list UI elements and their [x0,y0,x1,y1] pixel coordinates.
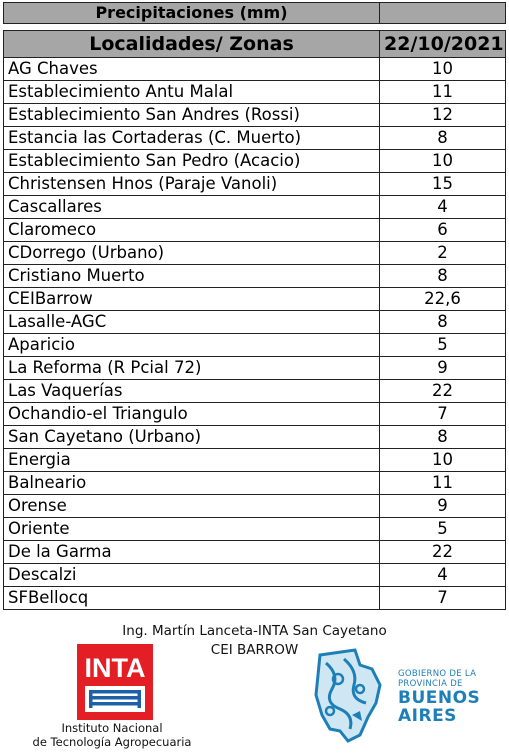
precipitation-cell: 10 [380,449,506,472]
precipitation-cell: 22 [380,380,506,403]
table-row [4,472,506,495]
table-row [4,357,506,380]
table-row [4,495,506,518]
inta-name-line2: de Tecnología Agropecuaria [32,735,192,749]
location-cell: Establecimiento Antu Malal [4,81,380,104]
location-cell: Cascallares [4,196,380,219]
table-row [4,380,506,403]
table-row [4,518,506,541]
table-row [4,541,506,564]
table-row [4,403,506,426]
table-row [4,242,506,265]
precipitation-cell: 8 [380,265,506,288]
location-cell: De la Garma [4,541,380,564]
location-cell: CDorrego (Urbano) [4,242,380,265]
location-cell: CEIBarrow [4,288,380,311]
header-date: 22/10/2021 [380,31,506,58]
precipitation-cell: 8 [380,127,506,150]
precipitation-cell: 8 [380,426,506,449]
buenos-aires-text [398,669,480,725]
inta-logo [77,644,153,720]
location-cell: Descalzi [4,564,380,587]
table-row [4,426,506,449]
table-row [4,564,506,587]
ba-line2: PROVINCIA DE [398,679,463,689]
table-row [4,449,506,472]
location-cell: Oriente [4,518,380,541]
precipitation-cell: 4 [380,564,506,587]
precipitation-cell: 11 [380,472,506,495]
credit-author: Ing. Martín Lanceta-INTA San Cayetano [122,623,387,639]
precipitation-cell: 10 [380,58,506,81]
table-row [4,127,506,150]
ba-line3: BUENOS [398,688,481,708]
location-cell: Orense [4,495,380,518]
location-cell: La Reforma (R Pcial 72) [4,357,380,380]
location-cell: Claromeco [4,219,380,242]
precipitation-table-container [3,2,505,610]
table-row [4,196,506,219]
table-title-row [4,3,506,24]
table-row [4,58,506,81]
table-row [4,311,506,334]
precipitation-cell: 7 [380,403,506,426]
location-cell: Aparicio [4,334,380,357]
buenos-aires-logo-block [310,645,505,745]
table-row [4,288,506,311]
table-row [4,104,506,127]
table-row [4,334,506,357]
ba-line4: AIRES [398,706,457,726]
table-row [4,150,506,173]
precipitation-cell: 7 [380,587,506,610]
table-header-row [4,31,506,58]
precipitation-cell: 22 [380,541,506,564]
precipitation-cell: 5 [380,334,506,357]
location-cell: Cristiano Muerto [4,265,380,288]
buenos-aires-province-icon [310,645,390,745]
table-row [4,587,506,610]
header-location: Localidades/ Zonas [4,31,380,58]
table-title: Precipitaciones (mm) [4,3,380,24]
precipitation-cell: 2 [380,242,506,265]
precipitation-cell: 15 [380,173,506,196]
location-cell: Las Vaquerías [4,380,380,403]
location-cell: San Cayetano (Urbano) [4,426,380,449]
precipitation-cell: 12 [380,104,506,127]
table-row [4,173,506,196]
table-row [4,219,506,242]
location-cell: AG Chaves [4,58,380,81]
location-cell: Ochandio-el Triangulo [4,403,380,426]
location-cell: Establecimiento San Pedro (Acacio) [4,150,380,173]
precipitation-cell: 4 [380,196,506,219]
precipitation-cell: 6 [380,219,506,242]
inta-name-line1: Instituto Nacional [61,721,163,735]
credit-cei: CEI BARROW [210,642,299,658]
precipitation-cell: 9 [380,495,506,518]
location-cell: Lasalle-AGC [4,311,380,334]
location-cell: Establecimiento San Andres (Rossi) [4,104,380,127]
location-cell: Balneario [4,472,380,495]
location-cell: Energia [4,449,380,472]
inta-logo-lettering: INTA [84,653,146,683]
precipitation-cell: 10 [380,150,506,173]
table-row [4,81,506,104]
precipitation-cell: 8 [380,311,506,334]
table-title-blank [380,3,506,24]
precipitation-cell: 5 [380,518,506,541]
precipitation-cell: 9 [380,357,506,380]
precipitation-cell: 11 [380,81,506,104]
location-cell: Estancia las Cortaderas (C. Muerto) [4,127,380,150]
spacer-row [4,24,506,31]
table-row [4,265,506,288]
location-cell: Christensen Hnos (Paraje Vanoli) [4,173,380,196]
location-cell: SFBellocq [4,587,380,610]
inta-name [32,721,192,749]
ba-line1: GOBIERNO DE LA [398,669,477,679]
precipitation-cell: 22,6 [380,288,506,311]
precipitation-table [3,2,506,610]
